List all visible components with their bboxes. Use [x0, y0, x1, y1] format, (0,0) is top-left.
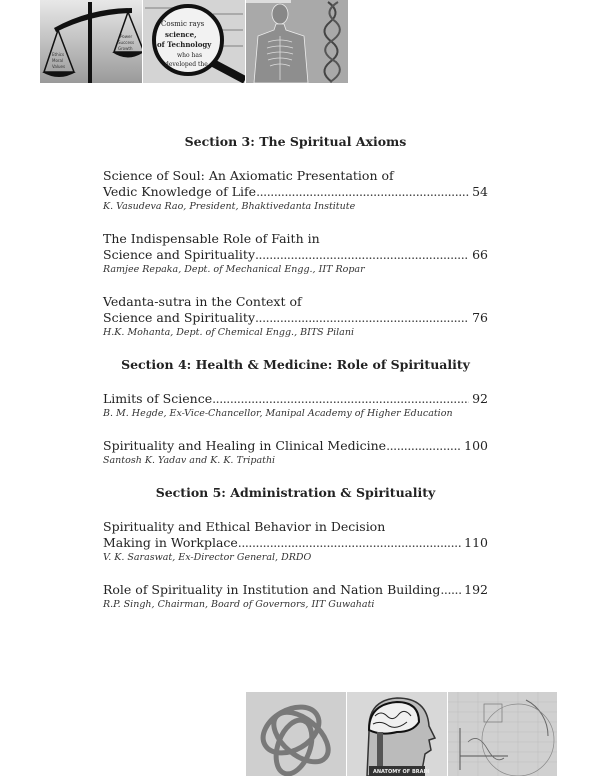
- toc-entry[interactable]: [103, 294, 488, 340]
- page-number: 192: [464, 582, 488, 597]
- svg-text:Power: Power: [120, 34, 133, 39]
- section-heading: Section 3: The Spiritual Axioms: [184, 134, 407, 149]
- footer-image-strip: [246, 692, 557, 776]
- magnifying-glass-image: [143, 0, 245, 83]
- leader-dots: [238, 535, 461, 551]
- human-anatomy-dna-image: [246, 0, 348, 83]
- svg-text:Success: Success: [118, 40, 135, 45]
- leader-dots: [386, 438, 461, 454]
- toc-entry[interactable]: [103, 168, 488, 214]
- header-image-strip: [40, 0, 348, 83]
- toc-entry[interactable]: [103, 391, 488, 421]
- page-number: 54: [472, 184, 488, 199]
- leader-dots: [255, 310, 469, 326]
- entry-author: V. K. Saraswat, Ex-Director General, DRDO: [103, 552, 312, 563]
- svg-text:ANATOMY OF BRAIN: ANATOMY OF BRAIN: [373, 769, 430, 775]
- entry-author: Ramjee Repaka, Dept. of Mechanical Engg., IIT Ropar: [103, 264, 365, 275]
- brain-head-image: [347, 692, 447, 776]
- leader-dots: [440, 582, 461, 598]
- toc-entry[interactable]: [103, 231, 488, 277]
- table-of-contents: [103, 134, 488, 612]
- leader-dots: [256, 184, 469, 200]
- svg-text:developed the: developed the: [165, 61, 208, 68]
- entry-title: Spirituality and Healing in Clinical Medicine: [103, 438, 387, 453]
- svg-text:Values: Values: [52, 64, 66, 69]
- svg-text:Growth: Growth: [118, 46, 133, 51]
- entry-title: Science of Soul: An Axiomatic Presentation of: [103, 168, 394, 183]
- entry-author: Santosh K. Yadav and K. K. Tripathi: [103, 455, 276, 466]
- page-number: 110: [464, 535, 488, 550]
- math-graph-sketch-image: [448, 692, 557, 776]
- section-heading: Section 5: Administration & Spirituality: [155, 485, 436, 500]
- svg-text:science,: science,: [165, 30, 197, 39]
- svg-text:of Technology: of Technology: [157, 40, 212, 49]
- svg-text:Ethics: Ethics: [52, 52, 65, 57]
- entry-author: H.K. Mohanta, Dept. of Chemical Engg., BITS Pilani: [103, 327, 355, 338]
- page-number: 76: [472, 310, 488, 325]
- entry-author: K. Vasudeva Rao, President, Bhaktivedanta Institute: [103, 201, 356, 212]
- entry-title: Science and Spirituality: [103, 247, 256, 262]
- leader-dots: [212, 391, 469, 407]
- entry-title: Spirituality and Ethical Behavior in Decision: [103, 519, 386, 534]
- page-number: 66: [472, 247, 488, 262]
- entry-title: Limits of Science: [103, 391, 213, 406]
- entry-author: B. M. Hegde, Ex-Vice-Chancellor, Manipal Academy of Higher Education: [103, 408, 453, 419]
- svg-text:Cosmic rays: Cosmic rays: [161, 20, 205, 28]
- entry-title: Role of Spirituality in Institution and Nation Building: [103, 582, 441, 597]
- section-heading: Section 4: Health & Medicine: Role of Spirituality: [121, 357, 470, 372]
- entry-author: R.P. Singh, Chairman, Board of Governors, IIT Guwahati: [103, 599, 375, 610]
- page-number: 92: [472, 391, 488, 406]
- page-number: 100: [464, 438, 488, 453]
- entry-title: Vedic Knowledge of Life: [103, 184, 257, 199]
- abstract-ribbon-image: [246, 692, 346, 776]
- toc-entry[interactable]: [103, 519, 488, 565]
- entry-title: Science and Spirituality: [103, 310, 256, 325]
- svg-text:who has: who has: [177, 52, 203, 59]
- toc-entry[interactable]: [103, 582, 488, 612]
- entry-title: Vedanta-sutra in the Context of: [103, 294, 302, 309]
- svg-text:Moral: Moral: [52, 58, 64, 63]
- leader-dots: [255, 247, 469, 263]
- entry-title: The Indispensable Role of Faith in: [103, 231, 320, 246]
- entry-title: Making in Workplace: [103, 535, 238, 550]
- toc-entry[interactable]: [103, 438, 488, 468]
- scales-of-justice-image: [40, 0, 142, 83]
